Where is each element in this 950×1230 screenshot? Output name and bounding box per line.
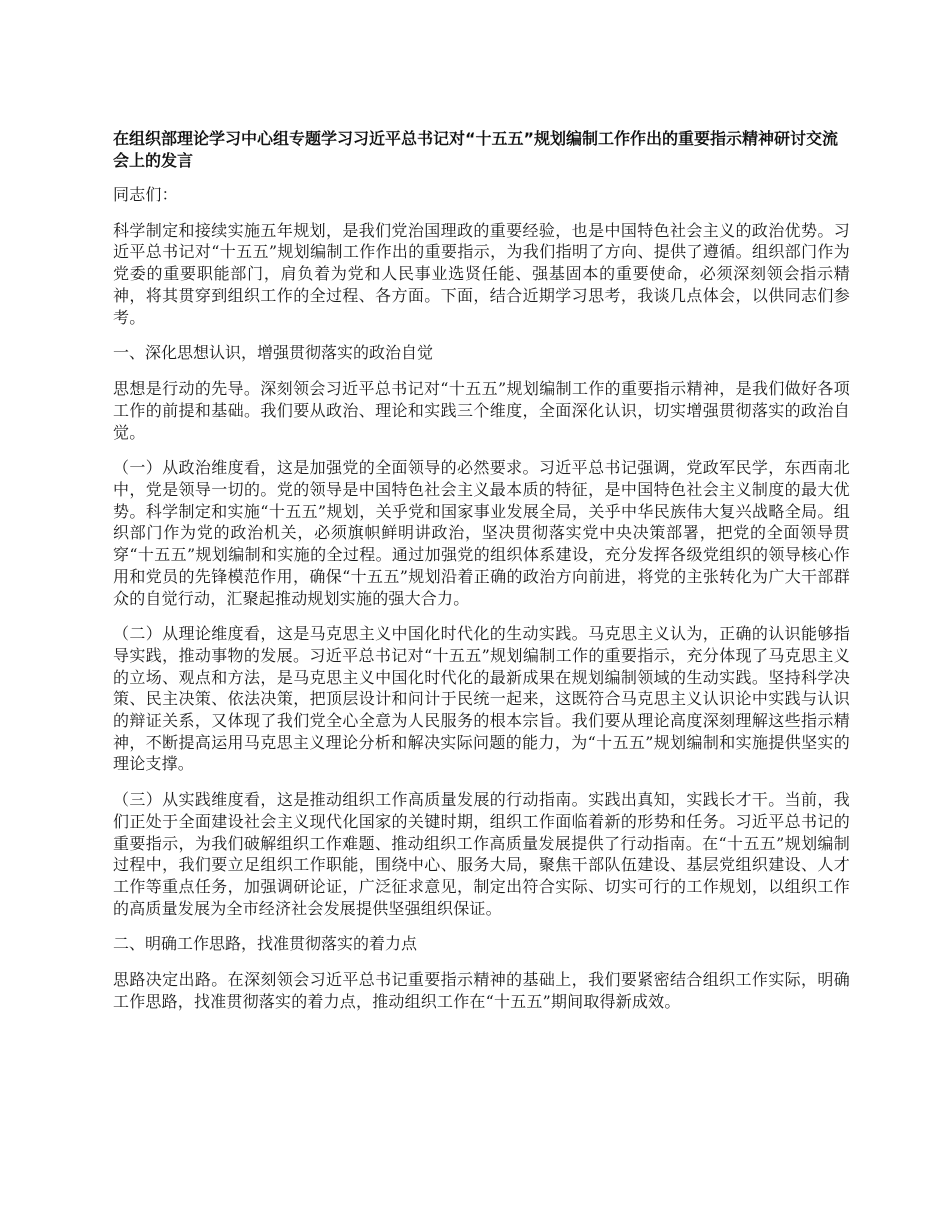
section-1-lead-paragraph: 思想是行动的先导。深刻领会习近平总书记对“十五五”规划编制工作的重要指示精神，是我们做好各项工作的前提和基础。我们要从政治、理论和实践三个维度，全面深化认识，切实增强贯彻落实的政治自觉。 [113, 379, 850, 442]
document-title: 在组织部理论学习中心组专题学习习近平总书记对“十五五”规划编制工作作出的重要指示精神研讨交流会上的发言 [113, 129, 839, 170]
section-2-heading: 二、明确工作思路，找准贯彻落实的着力点 [113, 934, 418, 954]
document-page [113, 128, 850, 1027]
section-1-heading: 一、深化思想认识，增强贯彻落实的政治自觉 [113, 343, 434, 363]
salutation: 同志们： [113, 185, 178, 204]
section-1-paragraph-2: （二）从理论维度看，这是马克思主义中国化时代化的生动实践。马克思主义认为，正确的认识能够指导实践，推动事物的发展。习近平总书记对“十五五”规划编制工作的重要指示，充分体现了马克思主义的立场、观点和方法，是马克思主义中国化时代化的最新成果在规划编制领域的生动实践。坚持科学决策、民主决策、依法决策，把顶层设计和问计于民统一起来，这既符合马克思主义认识论中实践与认识的辩证关系，又体现了我们党全心全意为人民服务的根本宗旨。我们要从理论高度深刻理解这些指示精神，不断提高运用马克思主义理论分析和解决实际问题的能力，为“十五五”规划编制和实施提供坚实的理论支撑。 [113, 624, 850, 774]
section-1-paragraph-1: （一）从政治维度看，这是加强党的全面领导的必然要求。习近平总书记强调，党政军民学，东西南北中，党是领导一切的。党的领导是中国特色社会主义最本质的特征，是中国特色社会主义制度的最大优势。科学制定和实施“十五五”规划，关乎党和国家事业发展全局，关乎中华民族伟大复兴战略全局。组织部门作为党的政治机关，必须旗帜鲜明讲政治，坚决贯彻落实党中央决策部署，把党的全面领导贯穿“十五五”规划编制和实施的全过程。通过加强党的组织体系建设，充分发挥各级党组织的领导核心作用和党员的先锋模范作用，确保“十五五”规划沿着正确的政治方向前进，将党的主张转化为广大干部群众的自觉行动，汇聚起推动规划实施的强大合力。 [113, 458, 850, 608]
intro-paragraph: 科学制定和接续实施五年规划，是我们党治国理政的重要经验，也是中国特色社会主义的政治优势。习近平总书记对“十五五”规划编制工作作出的重要指示，为我们指明了方向、提供了遵循。组织部门作为党委的重要职能部门，肩负着为党和人民事业选贤任能、强基固本的重要使命，必须深刻领会指示精神，将其贯穿到组织工作的全过程、各方面。下面，结合近期学习思考，我谈几点体会，以供同志们参考。 [113, 220, 850, 327]
section-2-lead-paragraph: 思路决定出路。在深刻领会习近平总书记重要指示精神的基础上，我们要紧密结合组织工作实际，明确工作思路，找准贯彻落实的着力点，推动组织工作在“十五五”期间取得新成效。 [113, 970, 850, 1012]
section-1-paragraph-3: （三）从实践维度看，这是推动组织工作高质量发展的行动指南。实践出真知，实践长才干。当前，我们正处于全面建设社会主义现代化国家的关键时期，组织工作面临着新的形势和任务。习近平总书记的重要指示，为我们破解组织工作难题、推动组织工作高质量发展提供了行动指南。在“十五五”规划编制过程中，我们要立足组织工作职能，围绕中心、服务大局，聚焦干部队伍建设、基层党组织建设、人才工作等重点任务，加强调研论证，广泛征求意见，制定出符合实际、切实可行的工作规划，以组织工作的高质量发展为全市经济社会发展提供坚强组织保证。 [113, 790, 850, 918]
